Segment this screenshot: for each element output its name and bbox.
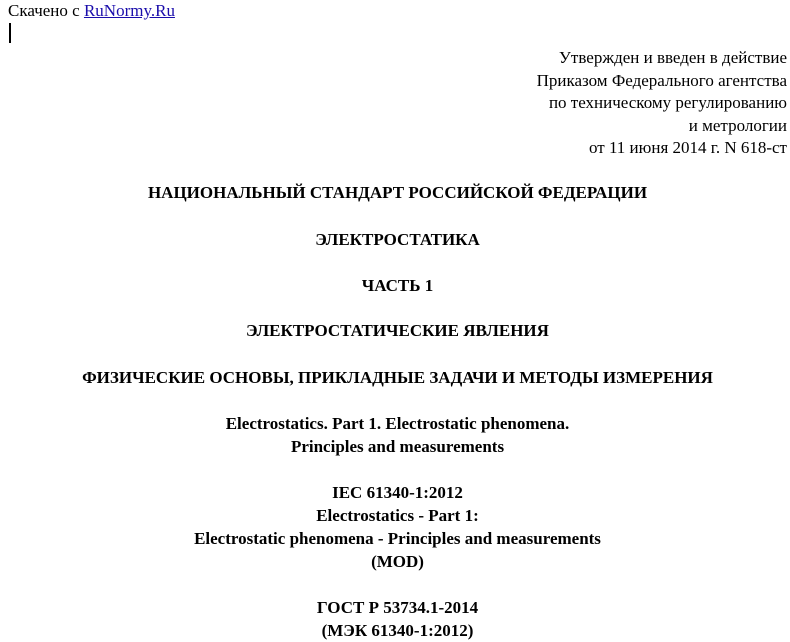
english-title-line-2: Principles and measurements [290,437,505,456]
approval-line: Приказом Федерального агентства [536,70,787,90]
iec-title-line-2: Electrostatic phenomena - Principles and measurements [194,529,601,548]
approval-line: Утвержден и введен в действие [558,48,787,67]
source-prefix: Скачено с [8,1,84,20]
text-cursor [9,23,11,43]
approval-line: от 11 июня 2014 г. N 618-ст [588,138,787,157]
gost-equivalent: (МЭК 61340-1:2012) [321,621,474,640]
approval-line: и метрологии [688,115,787,135]
part-heading: ЧАСТЬ 1 [361,276,434,295]
subject-heading: ЭЛЕКТРОСТАТИКА [315,230,480,249]
iec-modifier: (MOD) [371,552,424,571]
source-link[interactable]: RuNormy.Ru [83,1,175,20]
source-note [8,1,175,21]
gost-code: ГОСТ Р 53734.1-2014 [316,598,479,617]
english-title-line-1: Electrostatics. Part 1. Electrostatic phenomena. [225,414,570,433]
phenomena-heading: ЭЛЕКТРОСТАТИЧЕСКИЕ ЯВЛЕНИЯ [246,321,549,340]
iec-title-line-1: Electrostatics - Part 1: [316,506,479,525]
iec-code: IEC 61340-1:2012 [332,483,463,502]
principles-heading: ФИЗИЧЕСКИЕ ОСНОВЫ, ПРИКЛАДНЫЕ ЗАДАЧИ И МЕТОДЫ ИЗМЕРЕНИЯ [82,368,713,387]
national-standard-heading: НАЦИОНАЛЬНЫЙ СТАНДАРТ РОССИЙСКОЙ ФЕДЕРАЦИИ [147,183,648,202]
approval-line: по техническому регулированию [548,93,787,112]
approval-block [537,47,787,160]
